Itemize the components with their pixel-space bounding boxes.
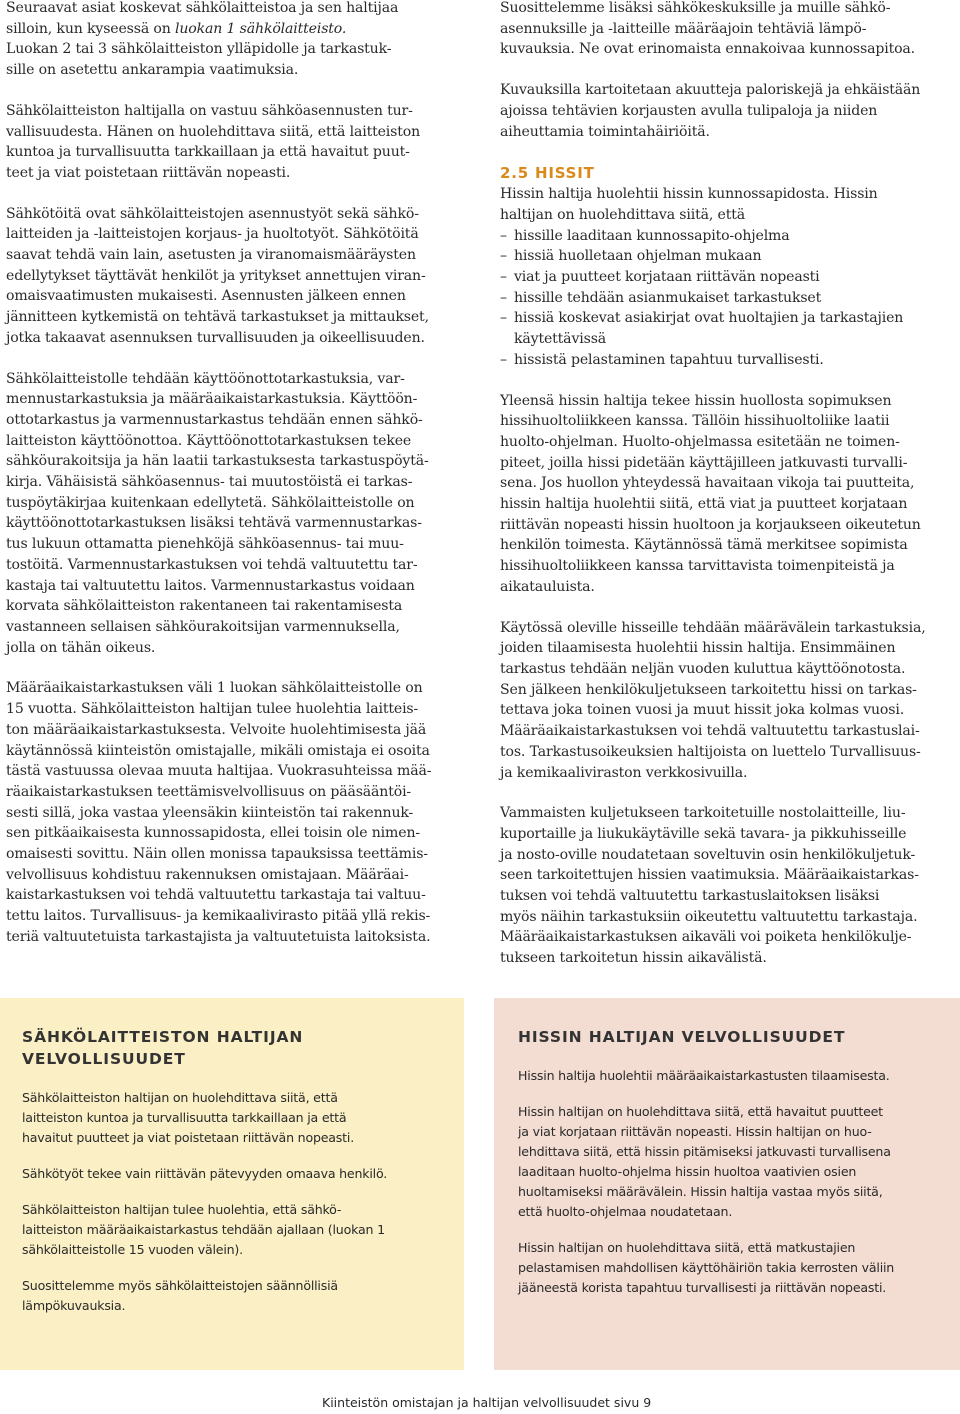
box-paragraph: Sähkölaitteiston haltijan tulee huolehtia, että sähkö- laitteiston määräaikaistarkastus tehdään ajallaan (luokan 1 sähkölaitteistolle 15 vuoden välein).: [22, 1202, 385, 1257]
box-paragraph: Hissin haltijan on huolehdittava siitä, että havaitut puutteet ja viat korjataan riittävän nopeasti. Hissin haltijan on huo- lehdittava siitä, että hissin pitämiseksi jatkuvasti turvallisena laaditaan huolto-ohjelma hissin huoltoa vaativien osien huoltamiseksi määrävälein. Hissin haltija vastaa myös siitä, että huolto-ohjelmaa noudatetaan.: [518, 1104, 891, 1219]
box-paragraph: Hissin haltija huolehtii määräaikaistarkastusten tilaamisesta.: [518, 1068, 890, 1083]
box-title: HISSIN HALTIJAN VELVOLLISUUDET: [518, 1028, 846, 1046]
dash-bullet: –: [500, 269, 507, 286]
dash-bullet: –: [500, 248, 507, 265]
box-paragraph: Hissin haltijan on huolehdittava siitä, että matkustajien pelastamisen mahdollisen käyttöhäiriön takia kerrosten väliin jääneestä korista tapahtuu turvallisesti ja riittävän nopeasti.: [518, 1240, 895, 1295]
list-item: – hissiä koskevat asiakirjat ovat huoltajien ja tarkastajien käytettävissä: [500, 310, 904, 348]
dash-bullet: –: [500, 289, 507, 306]
box-paragraph: Suosittelemme myös sähkölaitteistojen säännöllisiä lämpökuvauksia.: [22, 1278, 338, 1313]
page-footer: Kiinteistön omistajan ja haltijan velvollisuudet sivu 9: [322, 1395, 652, 1410]
box-title: SÄHKÖLAITTEISTON HALTIJAN VELVOLLISUUDET: [22, 1028, 304, 1068]
electrical-work-paragraph: Sähkötöitä ovat sähkölaitteistojen asennustyöt sekä sähkö- laitteiden ja -laitteistojen korjaus- ja huoltotyöt. Sähkötöitä saavat tehdä vain lain, asetusten ja viranomaismääräysten edellytykset täyttävät henkilöt ja yritykset annettujen viran- omaisvaatimusten mukaisesti. Asennusten jälkeen ennen jännitteen kytkemistä on tehtävä tarkastukset ja mittaukset, jotka takaavat asennuksen turvallisuuden ja oikeellisuuden.: [6, 205, 429, 346]
dash-bullet: –: [500, 227, 507, 244]
lifting-devices-paragraph: Vammaisten kuljetukseen tarkoitetuille nostolaitteille, liu- kuportaille ja liukukäytäville sekä tavara- ja pikkuhisseille ja nosto-oville noudatetaan soveltuvin osin henkilökuljetuk- seen tarkoitettujen hissien vaatimuksia. Määräaikaistarkas- tuksen voi tehdä valtuutettu tarkastuslaitoksen lisäksi myös näihin tarkastuksiin oikeutettu valtuutettu tarkastaja. Määräaikaistarkastuksen aikaväli voi poiketa henkilökulje- tukseen tarkoitetun hissin aikavälistä.: [500, 805, 919, 967]
dash-bullet: –: [500, 351, 507, 368]
left-column: [6, 0, 458, 968]
electrical-duties-box: [0, 998, 464, 1370]
elevator-duties-box: [494, 998, 960, 1370]
periodic-inspection-paragraph: Määräaikaistarkastuksen väli 1 luokan sähkölaitteistolle on 15 vuotta. Sähkölaitteiston haltijan tulee huolehtia laitteis- ton määräaikaistarkastuksesta. Velvoite huolehtimisesta jää käytännössä kiinteistön omistajalle, mikäli omistaja ei osoita tästä vastuussa olevaa muuta haltijaa. Vuokrasuhteissa mää- räaikaistarkastuksen teettämisvelvollisuus on pääsääntöi- sesti sillä, joka vastaa yleensäkin kiinteistön tai rakennuk- sen pitkäaikaisesta kunnossapidosta, ellei toisin ole nimen- omaisesti sovittu. Näin ollen monissa tapauksissa teettämis- velvollisuus kohdistuu rakennuksen omistajaan. Määräai- kaistarkastuksen voi tehdä valtuutettu tarkastaja tai valtuu- tettu laitos. Turvallisuus- ja kemikaalivirasto pitää yllä rekis- teriä valtuutetuista tarkastajista ja valtuutetuista laitoksista.: [6, 680, 432, 945]
section-heading-elevators: 2.5 HISSIT: [500, 164, 595, 183]
elevator-intro-paragraph: Hissin haltija huolehtii hissin kunnossapidosta. Hissin haltijan on huolehdittava siitä, että: [500, 186, 878, 223]
list-item: – hissille tehdään asianmukaiset tarkastukset: [500, 288, 954, 309]
right-column: [500, 0, 954, 989]
fire-risk-paragraph: Kuvauksilla kartoitetaan akuutteja paloriskejä ja ehkäistään ajoissa tehtävien korjausten avulla tulipaloja ja niiden aiheuttamia toimintahäiriöitä.: [500, 82, 921, 140]
responsibility-paragraph: Sähkölaitteiston haltijalla on vastuu sähköasennusten tur- vallisuudesta. Hänen on huolehdittava siitä, että laitteiston kuntoa ja turvallisuutta tarkkaillaan ja että havaitut puut- teet ja viat poistetaan riittävän nopeasti.: [6, 102, 421, 181]
intro-paragraph: Seuraavat asiat koskevat sähkölaitteistoa ja sen haltijaa silloin, kun kyseessä on luokan 1 sähkölaitteisto. Luokan 2 tai 3 sähkölaitteiston ylläpidolle ja tarkastuk- sille on asetettu ankarampia vaatimuksia.: [6, 0, 399, 79]
list-item: – viat ja puutteet korjataan riittävän nopeasti: [500, 267, 954, 288]
box-paragraph: Sähkötyöt tekee vain riittävän pätevyyden omaava henkilö.: [22, 1166, 388, 1181]
box-paragraph: Sähkölaitteiston haltijan on huolehdittava siitä, että laitteiston kuntoa ja turvallisuutta tarkkaillaan ja että havaitut puutteet ja viat poistetaan riittävän nopeasti.: [22, 1090, 355, 1145]
elevator-inspection-paragraph: Käytössä oleville hisseille tehdään määrävälein tarkastuksia, joiden tilaamisesta huolehtii hissin haltija. Ensimmäinen tarkastus tehdään neljän vuoden kuluttua käyttöönotosta. Sen jälkeen henkilökuljetukseen tarkoitettu hissi on tarkas- tettava joka toinen vuosi ja muut hissit joka kolmas vuosi. Määräaikaistarkastuksen voi tehdä valtuutettu tarkastuslai- tos. Tarkastusoikeuksien haltijoista on luettelo Turvallisuus- ja kemikaaliviraston verkkosivuilla.: [500, 619, 926, 781]
thermal-imaging-paragraph: Suosittelemme lisäksi sähkökeskuksille ja muille sähkö- asennuksille ja -laitteille määräajoin tehtäviä lämpö- kuvauksia. Ne ovat erinomaista ennakoivaa kunnossapitoa.: [500, 0, 916, 58]
maintenance-contract-paragraph: Yleensä hissin haltija tekee hissin huollosta sopimuksen hissihuoltoliikkeen kanssa. Tällöin hissihuoltoliike laatii huolto-ohjelman. Huolto-ohjelmassa esitetään ne toimen- piteet, joilla hissi pidetään käyttäjilleen jatkuvasti turvalli- sena. Jos huollon yhteydessä havaitaan vikoja tai puutteita, hissin haltija huolehtii siitä, että viat ja puutteet korjataan riittävän nopeasti hissin huoltoon ja korjaukseen oikeutetun henkilön toimesta. Käytännössä tämä merkitsee sopimista hissihuoltoliikkeen kanssa tarvittavista toimenpiteistä ja aikatauluista.: [500, 392, 921, 595]
inspections-paragraph: Sähkölaitteistolle tehdään käyttöönottotarkastuksia, var- mennustarkastuksia ja määräaikaistarkastuksia. Käyttöön- ottotarkastus ja varmennustarkastus tehdään ennen sähkö- laitteiston käyttöönottoa. Käyttöönottotarkastuksen tekee sähköurakoitsija ja hän laatii tarkastuksesta tarkastuspöytä- kirja. Vähäisistä sähköasennus- tai muutostöistä ei tarkas- tuspöytäkirjaa kuitenkaan edellytetä. Sähkölaitteistolle on käyttöönottotarkastuksen lisäksi tehtävä varmennustarkas- tus lukuun ottamatta pienehköjä sähköasennus- tai muu- tostöitä. Varmennustarkastuksen voi tehdä valtuutettu tar- kastaja tai valtuutettu laitos. Varmennustarkastus voidaan korvata sähkölaitteiston rakentaneen tai rakentamisesta vastanneen sellaisen sähköurakoitsijan varmennuksella, jolla on tähän oikeus.: [6, 370, 429, 656]
dash-bullet: –: [500, 310, 507, 327]
elevator-duties-list: [500, 226, 954, 371]
list-item: – hissiä huolletaan ohjelman mukaan: [500, 246, 954, 267]
list-item: – hissille laaditaan kunnossapito-ohjelma: [500, 226, 954, 247]
list-item: – hissistä pelastaminen tapahtuu turvallisesti.: [500, 350, 954, 371]
